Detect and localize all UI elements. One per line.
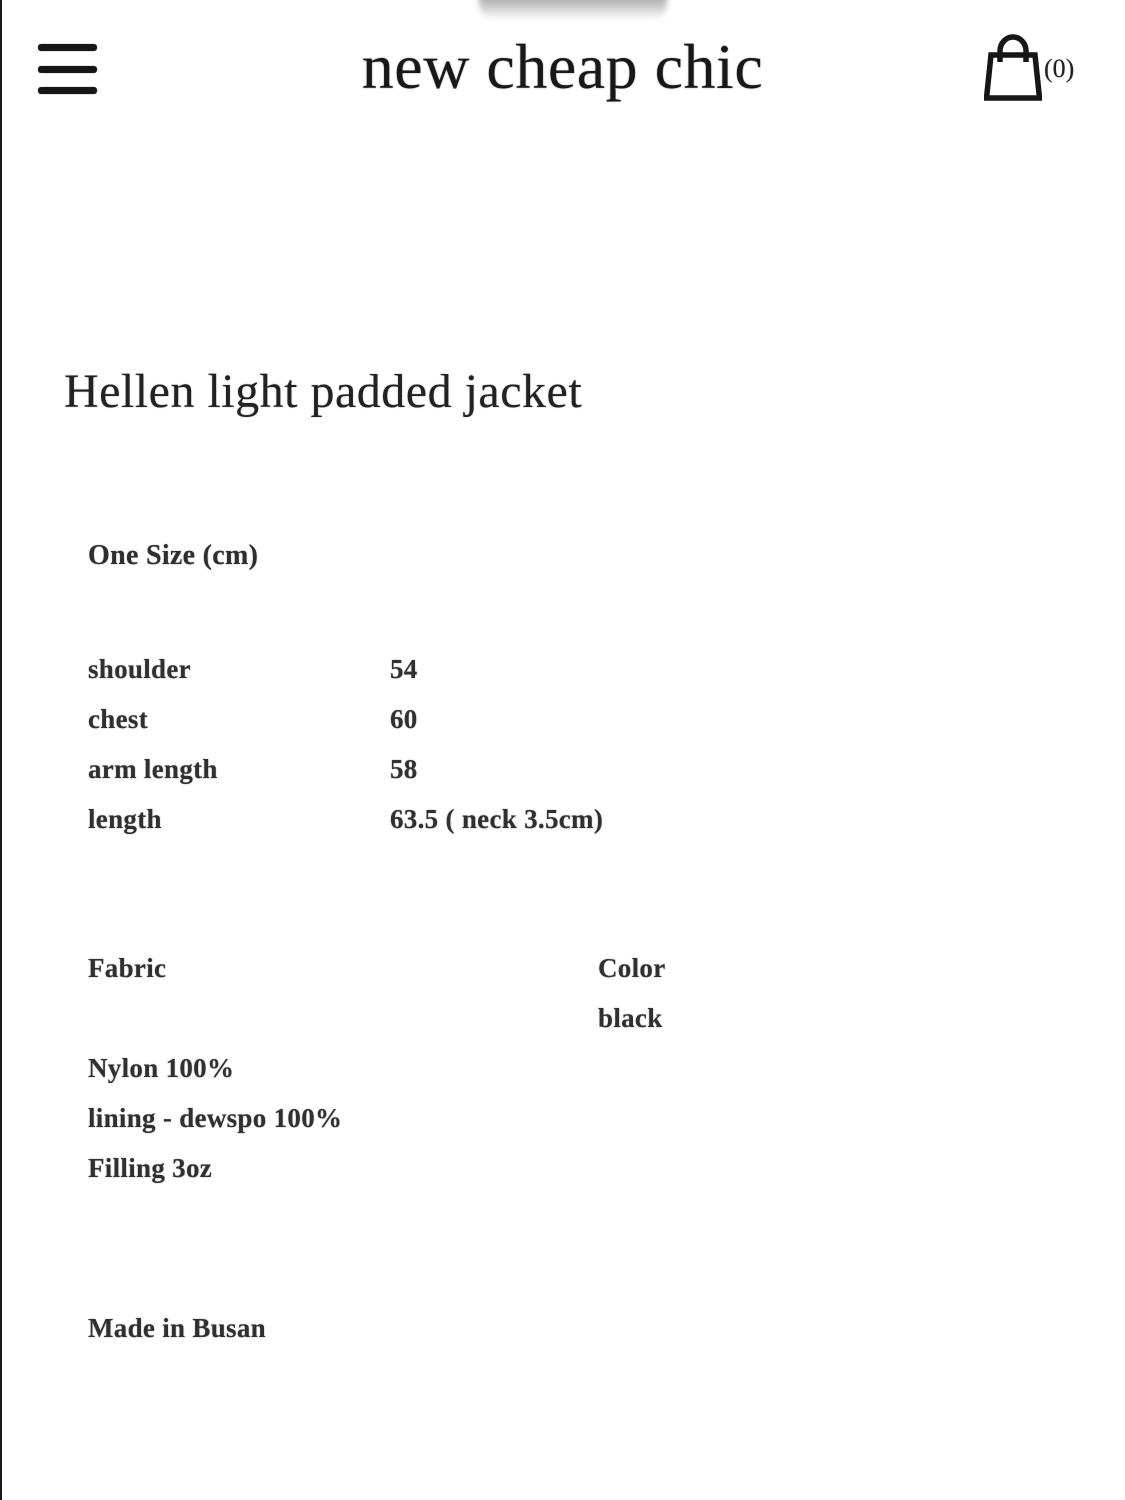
measure-value: 54	[390, 654, 418, 684]
fabric-line: Nylon 100%	[88, 1053, 235, 1083]
fabric-line: lining - dewspo 100%	[88, 1103, 343, 1133]
measure-label: length	[88, 804, 162, 834]
measure-label: chest	[88, 704, 148, 734]
measure-label: arm length	[88, 754, 218, 784]
measure-value: 60	[390, 704, 418, 734]
table-row	[88, 754, 788, 804]
product-title: Hellen light padded jacket	[64, 365, 583, 418]
measure-label: shoulder	[88, 654, 191, 684]
color-value: black	[598, 1003, 663, 1033]
table-row	[88, 804, 788, 854]
size-heading: One Size (cm)	[88, 540, 259, 571]
top-overlay-remnant	[479, 0, 667, 20]
brand-title[interactable]: new cheap chic	[361, 31, 764, 102]
left-edge-line	[0, 0, 2, 1500]
shopping-bag-icon	[984, 34, 1042, 102]
cart-button[interactable]	[984, 34, 1074, 102]
color-heading: Color	[598, 953, 666, 983]
table-row	[88, 654, 788, 704]
table-row	[88, 704, 788, 754]
origin-text: Made in Busan	[88, 1313, 266, 1343]
fabric-heading: Fabric	[88, 953, 167, 983]
cart-count: (0)	[1044, 54, 1075, 83]
measure-value: 63.5 ( neck 3.5cm)	[390, 804, 604, 834]
fabric-line: Filling 3oz	[88, 1153, 213, 1183]
measurements-table	[88, 654, 788, 854]
measure-value: 58	[390, 754, 418, 784]
